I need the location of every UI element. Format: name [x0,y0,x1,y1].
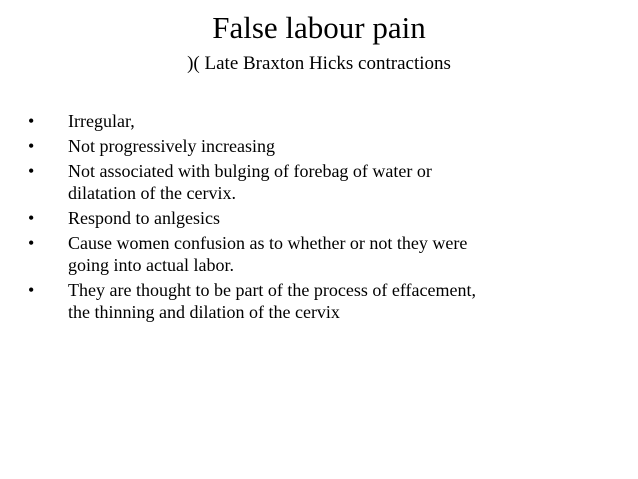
bullet-list [28,110,588,326]
bullet-text: Irregular, [68,111,135,131]
bullet-text: Respond to anlgesics [68,208,220,228]
bullet-item [28,160,588,204]
bullet-icon: • [28,161,35,181]
bullet-text: Cause women confusion as to whether or not they were [68,233,468,253]
bullet-icon: • [28,233,35,253]
bullet-item [28,279,588,323]
bullet-text-continuation: going into actual labor. [68,255,234,275]
bullet-text-continuation: dilatation of the cervix. [68,183,236,203]
slide-subtitle: )( Late Braxton Hicks contractions [187,53,451,74]
bullet-icon: • [28,208,35,228]
bullet-item [28,232,588,276]
bullet-icon: • [28,280,35,300]
bullet-text: They are thought to be part of the process of effacement, [68,280,477,300]
bullet-icon: • [28,111,35,131]
bullet-text: Not associated with bulging of forebag of water or [68,161,432,181]
bullet-text: Not progressively increasing [68,136,275,156]
bullet-text-continuation: the thinning and dilation of the cervix [68,302,340,322]
bullet-item [28,110,588,132]
slide-title: False labour pain [212,10,426,45]
bullet-item [28,207,588,229]
bullet-item [28,135,588,157]
bullet-icon: • [28,136,35,156]
